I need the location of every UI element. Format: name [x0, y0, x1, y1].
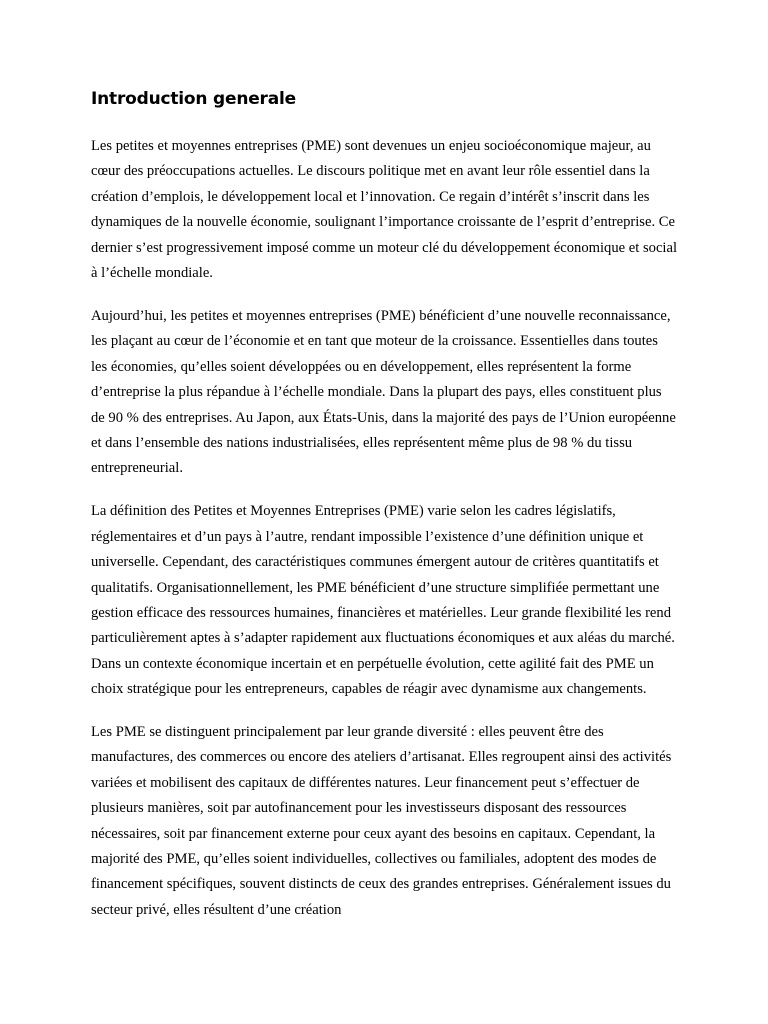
- paragraph-1: Les petites et moyennes entreprises (PME) sont devenues un enjeu socioéconomique majeur, au cœur des préoccupations actuelles. Le discours politique met en avant leur rôle essentiel dans la création d’emplois, le développement local et l’innovation. Ce regain d’intérêt s’inscrit dans les dynamiques de la nouvelle économie, soulignant l’importance croissante de l’esprit d’entreprise. Ce dernier s’est progressivement imposé comme un moteur clé du développement économique et social à l’échelle mondiale.: [91, 138, 678, 282]
- document-body: [91, 88, 677, 941]
- paragraph-4: Les PME se distinguent principalement par leur grande diversité : elles peuvent être des manufactures, des commerces ou encore des ateliers d’artisanat. Elles regroupent ainsi des activités variées et mobilisent des capitaux de différentes natures. Leur financement peut s’effectuer de plusieurs manières, soit par autofinancement pour les investisseurs disposant des ressources nécessaires, soit par financement externe pour ceux ayant des besoins en capitaux. Cependant, la majorité des PME, qu’elles soient individuelles, collectives ou familiales, adoptent des modes de financement spécifiques, souvent distincts de ceux des grandes entreprises. Généralement issues du secteur privé, elles résultent d’une création: [91, 724, 672, 918]
- document-title: Introduction generale: [91, 89, 296, 109]
- paragraph-2: Aujourd’hui, les petites et moyennes entreprises (PME) bénéficient d’une nouvelle reconnaissance, les plaçant au cœur de l’économie et en tant que moteur de la croissance. Essentielles dans toutes les économies, qu’elles soient développées ou en développement, elles représentent la forme d’entreprise la plus répandue à l’échelle mondiale. Dans la plupart des pays, elles constituent plus de 90 % des entreprises. Au Japon, aux États-Unis, dans la majorité des pays de l’Union européenne et dans l’ensemble des nations industrialisées, elles représentent même plus de 98 % du tissu entrepreneurial.: [91, 307, 676, 477]
- paragraph-3: La définition des Petites et Moyennes Entreprises (PME) varie selon les cadres législatifs, réglementaires et d’un pays à l’autre, rendant impossible l’existence d’une définition unique et universelle. Cependant, des caractéristiques communes émergent autour de critères quantitatifs et qualitatifs. Organisationnellement, les PME bénéficient d’une structure simplifiée permettant une gestion efficace des ressources humaines, financières et matérielles. Leur grande flexibilité les rend particulièrement aptes à s’adapter rapidement aux fluctuations économiques et aux aléas du marché. Dans un contexte économique incertain et en perpétuelle évolution, cette agilité fait des PME un choix stratégique pour les entrepreneurs, capables de réagir avec dynamisme aux changements.: [91, 503, 675, 698]
